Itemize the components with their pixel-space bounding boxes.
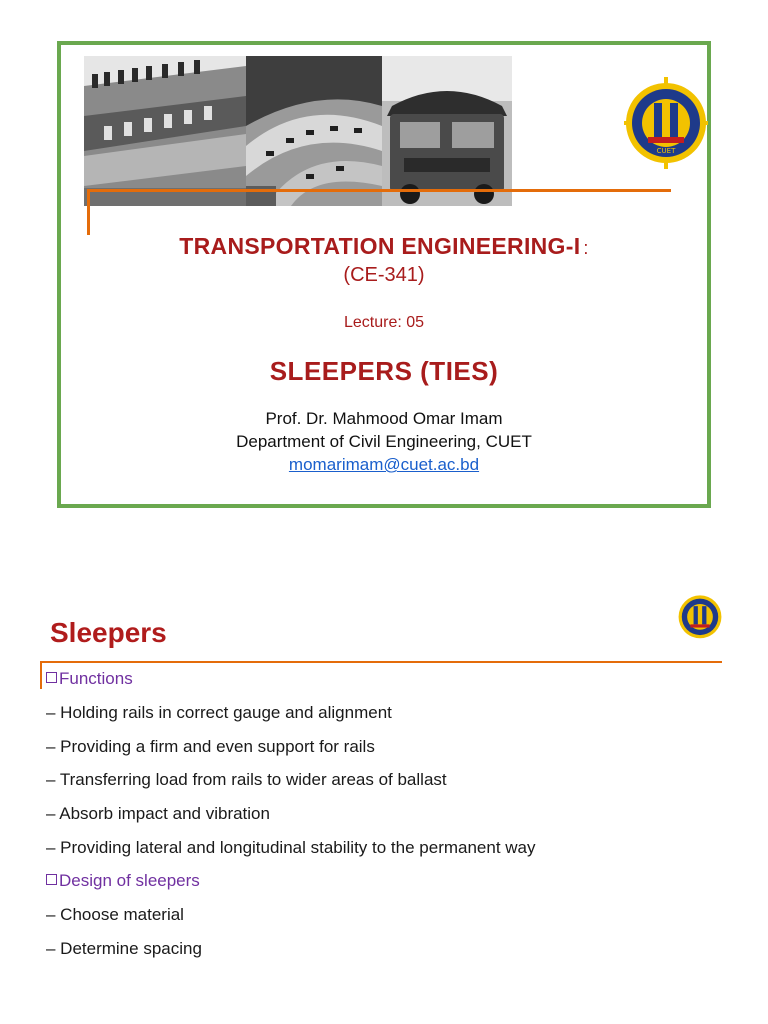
course-title (61, 233, 707, 260)
photo-crowded-ferry (84, 56, 246, 206)
list-item: – Providing lateral and longitudinal stability to the permanent way (46, 838, 536, 857)
logo-text: CUET (656, 147, 676, 155)
course-title-colon: : (583, 238, 589, 258)
title-divider (87, 189, 671, 192)
checkbox-bullet-icon (46, 874, 57, 885)
list-item: – Providing a firm and even support for rails (46, 737, 375, 756)
cuet-logo (624, 71, 708, 183)
lecture-topic: SLEEPERS (TIES) (269, 356, 499, 386)
list-item: – Transferring load from rails to wider areas of ballast (46, 770, 447, 789)
photo-highway-interchange (246, 56, 382, 206)
photo-crowded-bus (382, 56, 512, 206)
course-code: (CE-341) (343, 264, 425, 286)
section-heading-design: Design of sleepers (46, 871, 200, 891)
department-name: Department of Civil Engineering, CUET (236, 432, 532, 451)
checkbox-bullet-icon (46, 672, 57, 683)
list-item: – Absorb impact and vibration (46, 804, 270, 823)
email-link[interactable]: momarimam@cuet.ac.bd (288, 455, 480, 474)
list-item: – Holding rails in correct gauge and alignment (46, 703, 392, 722)
lecture-number: Lecture: 05 (343, 314, 425, 331)
slide-divider (40, 661, 722, 663)
section-heading-functions: Functions (46, 669, 133, 689)
slide-title: Sleepers (50, 617, 167, 648)
title-divider-tick (87, 189, 90, 235)
title-slide (57, 41, 711, 508)
professor-name: Prof. Dr. Mahmood Omar Imam (265, 409, 503, 428)
slide-divider-tick (40, 661, 42, 689)
course-title-text: TRANSPORTATION ENGINEERING-I (179, 233, 581, 259)
cuet-logo-small (677, 589, 723, 649)
list-item: – Determine spacing (46, 939, 202, 958)
list-item: – Choose material (46, 905, 184, 924)
